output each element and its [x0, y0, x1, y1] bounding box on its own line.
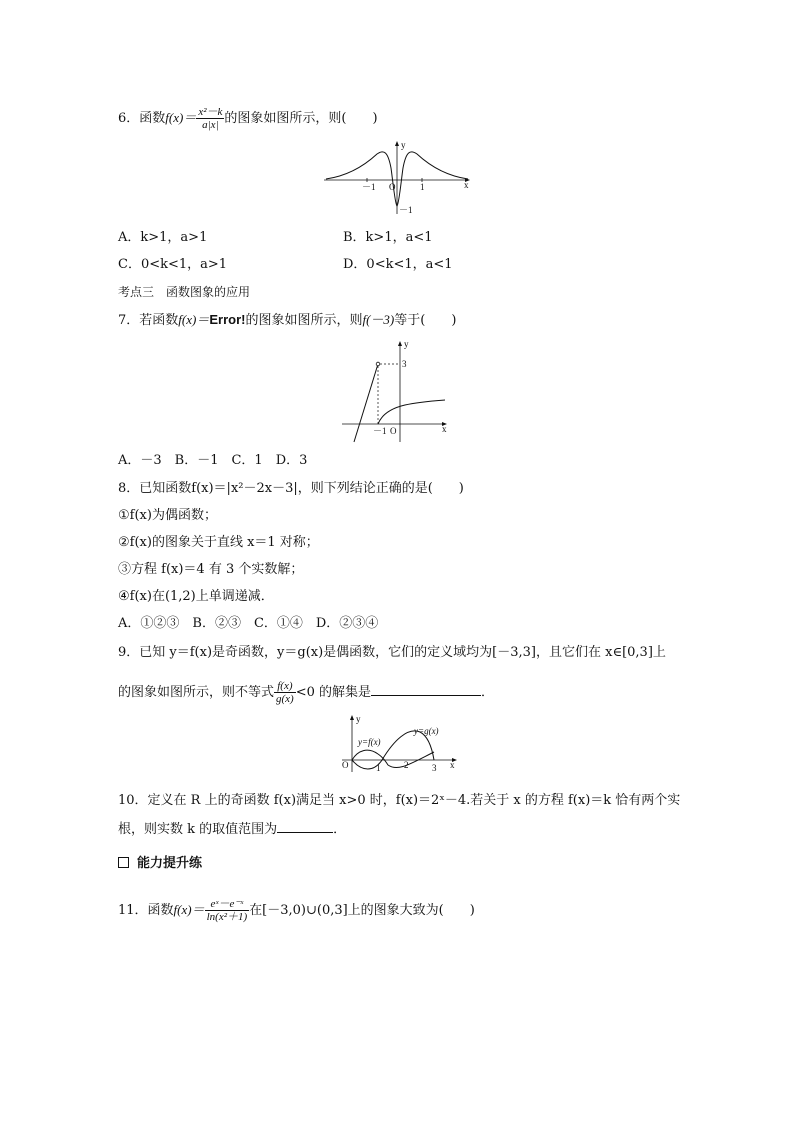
q8-statement-3: ③方程 f(x)＝4 有 3 个实数解；: [118, 562, 304, 577]
q9-g-label: y=g(x): [414, 726, 439, 736]
q8-statement-2: ②f(x)的图象关于直线 x＝1 对称；: [118, 535, 319, 550]
q6-y-arrow-icon: [395, 141, 399, 146]
q8-stem: 8．已知函数f(x)＝|x²－2x－3|，则下列结论正确的是( ): [118, 481, 464, 496]
q9-text-post: <0 的解集是: [295, 685, 372, 700]
q6-min-label: －1: [399, 205, 413, 215]
q6-option-d: D．0<k<1，a<1: [343, 257, 453, 272]
q6-stem: [118, 106, 378, 131]
q7-tick-label-3: 3: [402, 359, 407, 369]
q9-fraction: [274, 680, 296, 705]
q9-period: ．: [481, 685, 495, 700]
q7-tick-label-m1: －1: [373, 426, 387, 436]
q8-options: A．①②③ B．②③ C．①④ D．②③④: [118, 616, 379, 631]
q9-fraction-numerator: f(x): [274, 680, 296, 693]
q9-y-arrow-icon: [350, 715, 354, 720]
q9-answer-blank[interactable]: [371, 683, 481, 696]
q7-x-label: x: [442, 424, 447, 434]
q11-text-post: 在[－3,0)∪(0,3]上的图象大致为( ): [249, 903, 475, 918]
q7-y-label: y: [404, 339, 409, 349]
q6-x-label: x: [464, 180, 469, 190]
q7-error-placeholder: Error!: [209, 312, 246, 327]
section-heading-ability-label: 能力提升练: [137, 856, 203, 871]
q7-figure: [340, 338, 452, 444]
q10-stem-line-1: 10．定义在 R 上的奇函数 f(x)满足当 x>0 时，f(x)＝2ˣ－4.若关于 x 的方程 f(x)＝k 恰有两个实: [118, 793, 681, 808]
q6-y-label: y: [401, 140, 406, 150]
q11-fraction: [205, 898, 250, 923]
q9-y-label: y: [356, 714, 361, 724]
section-heading-ability: [118, 856, 202, 872]
q7-text-3: 等于( ): [394, 313, 457, 328]
q9-tick-label-2: 2: [404, 760, 409, 770]
q11-fraction-numerator: eˣ－e⁻ˣ: [205, 898, 250, 911]
q7-text-1: 若函数: [139, 313, 179, 328]
q7-text-2: 的图象如图所示，则: [245, 313, 363, 328]
q6-fraction-numerator: x²－k: [198, 106, 223, 118]
q10-answer-blank[interactable]: [277, 820, 333, 833]
q9-fraction-denominator: g(x): [276, 693, 294, 705]
q7-open-point: [376, 362, 380, 366]
q6-number: 6．: [118, 111, 140, 126]
q7-log-curve: [378, 400, 445, 424]
q11-text-pre: 11．函数: [118, 903, 174, 918]
q9-stem-line-2: [118, 680, 494, 705]
q7-options: A．－3 B．－1 C．1 D．3: [118, 453, 308, 468]
section-heading-3: 考点三 函数图象的应用: [118, 285, 251, 299]
q6-function: f(x)＝: [165, 110, 197, 125]
q6-option-c: C．0<k<1，a>1: [118, 257, 228, 272]
q10-text: 根，则实数 k 的取值范围为: [118, 822, 278, 837]
q6-figure: [322, 138, 472, 220]
checkbox-square-icon: [118, 857, 129, 868]
q9-tick-label-1: 1: [376, 763, 381, 773]
q9-figure: [338, 712, 462, 774]
q9-text-pre: 的图象如图所示，则不等式: [118, 685, 275, 700]
q9-x-label: x: [450, 760, 455, 770]
q7-number: 7．: [118, 313, 140, 328]
q9-f-label: y=f(x): [358, 737, 381, 747]
q6-tick-label-1: 1: [420, 182, 425, 192]
q9-tick-label-3: 3: [432, 763, 437, 773]
q9-f-curve: [352, 750, 434, 767]
q8-statement-4: ④f(x)在(1,2)上单调递减．: [118, 589, 274, 604]
q8-statement-1: ①f(x)为偶函数；: [118, 508, 217, 523]
q7-function: f(x)＝: [178, 312, 210, 327]
q7-y-arrow-icon: [398, 341, 402, 346]
q6-origin-label: O: [389, 182, 396, 192]
q6-fraction: [196, 106, 224, 131]
q7-stem: [118, 312, 456, 329]
q6-option-b: B．k>1，a<1: [343, 230, 433, 245]
q7-f-minus-3: f(－3): [362, 312, 395, 327]
q7-origin-label: O: [390, 426, 397, 436]
q11-stem: [118, 898, 475, 923]
q6-fraction-denominator: a|x|: [202, 119, 219, 131]
q9-stem-line-1: 9．已知 y＝f(x)是奇函数，y＝g(x)是偶函数，它们的定义域均为[－3,3]，且它们在 x∈[0,3]上: [118, 645, 666, 660]
q6-tick-label-m1: －1: [362, 182, 376, 192]
q11-fraction-denominator: ln(x²＋1): [206, 911, 248, 923]
q6-text-post: 的图象如图所示，则( ): [224, 111, 378, 126]
q10-stem-line-2: [118, 820, 346, 838]
q6-text-pre: 函数: [139, 111, 166, 126]
q10-period: ．: [333, 822, 347, 837]
q11-function: f(x)＝: [173, 902, 205, 917]
q9-origin-label: O: [342, 760, 349, 770]
q6-option-a: A．k>1，a>1: [118, 230, 208, 245]
